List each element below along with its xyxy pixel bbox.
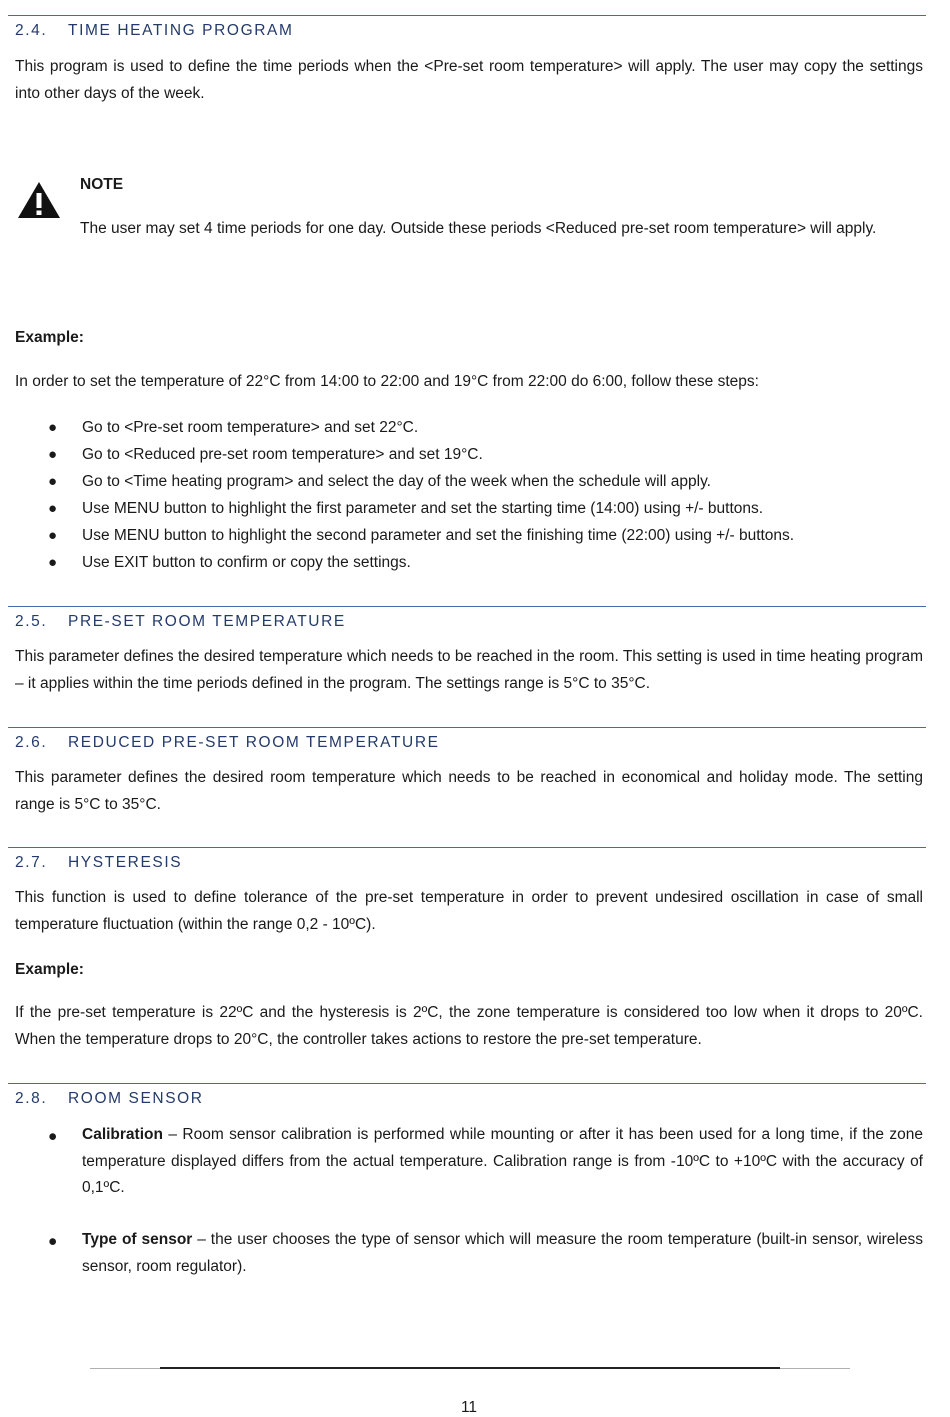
bullet-icon: ● — [48, 1233, 58, 1250]
section-heading-2-8: 2.8. ROOM SENSOR — [15, 1090, 204, 1107]
section-divider — [8, 15, 926, 16]
time-heating-intro: This program is used to define the time periods when the <Pre-set room temperature> will apply. The user may copy the settings into other days of the week. — [15, 58, 923, 102]
section-heading-2-7: 2.7. HYSTERESIS — [15, 854, 183, 871]
bullet-icon: ● — [48, 554, 58, 571]
section-divider — [8, 727, 926, 728]
bullet-icon: ● — [48, 527, 58, 544]
section-divider — [8, 847, 926, 848]
note-title: NOTE — [80, 176, 124, 193]
hysteresis-example-text: If the pre-set temperature is 22ºC and the hysteresis is 2ºC, the zone temperature is considered too low when it drops to 20ºC. When the temperature drops to 20°C, the controller takes actions to restore the pre-set temperature. — [15, 1004, 923, 1048]
bullet-icon: ● — [48, 500, 58, 517]
warning-triangle-icon — [16, 180, 62, 220]
bullet-icon: ● — [48, 1128, 58, 1145]
hysteresis-text: This function is used to define tolerance of the pre-set temperature in order to prevent undesired oscillation in case of small temperature fluctuation (within the range 0,2 - 10ºC). — [15, 889, 923, 933]
example-label: Example: — [15, 329, 84, 346]
note-text: The user may set 4 time periods for one day. Outside these periods <Reduced pre-set room temperature> will apply. — [80, 220, 877, 237]
section-heading-2-6: 2.6. REDUCED PRE-SET ROOM TEMPERATURE — [15, 734, 440, 751]
section-divider — [8, 606, 926, 607]
preset-temp-text: This parameter defines the desired temperature which needs to be reached in the room. This setting is used in time heating program – it applies within the time periods defined in the program. The settings range is 5°C to 35°C. — [15, 648, 923, 692]
section-divider — [8, 1083, 926, 1084]
bullet-icon: ● — [48, 446, 58, 463]
reduced-temp-text: This parameter defines the desired room temperature which needs to be reached in economical and holiday mode. The setting range is 5°C to 35°C. — [15, 769, 923, 813]
example-label: Example: — [15, 961, 84, 978]
section-heading-2-4: 2.4. TIME HEATING PROGRAM — [15, 22, 294, 39]
footer-rule-bold — [160, 1367, 780, 1369]
bullet-icon: ● — [48, 473, 58, 490]
page-number: 11 — [460, 1399, 478, 1416]
bullet-icon: ● — [48, 419, 58, 436]
example-intro: In order to set the temperature of 22°C from 14:00 to 22:00 and 19°C from 22:00 do 6:00, follow these steps: — [15, 373, 759, 390]
calibration-item: Calibration – Room sensor calibration is performed while mounting or after it has been used for a long time, if the zone temperature displayed differs from the actual temperature. Calibration range is from -10ºC to +10ºC with the accuracy of 0,1ºC. — [82, 1126, 923, 1196]
sensor-type-item: Type of sensor – the user chooses the type of sensor which will measure the room temperature (built-in sensor, wireless sensor, room regulator). — [82, 1231, 923, 1275]
section-heading-2-5: 2.5. PRE-SET ROOM TEMPERATURE — [15, 613, 346, 630]
